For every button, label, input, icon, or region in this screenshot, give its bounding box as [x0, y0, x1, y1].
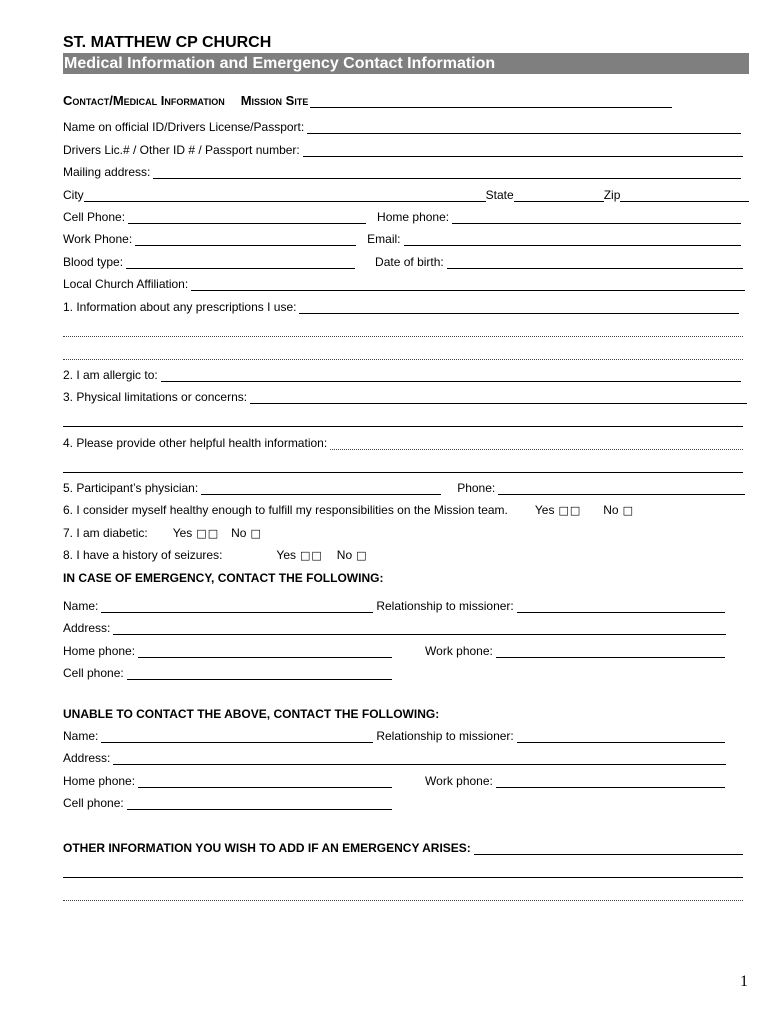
row-church — [63, 269, 749, 291]
church-label: Local Church Affiliation: — [63, 277, 189, 292]
q6-no-label: No — [603, 503, 619, 518]
blood-label: Blood type: — [63, 254, 124, 269]
q4-label: 4. Please provide other helpful health information: — [63, 435, 328, 450]
e2-home-phone-label: Home phone: — [63, 773, 136, 788]
other-extra-line-1[interactable] — [63, 855, 743, 878]
physician-phone-field[interactable] — [498, 481, 745, 495]
q7-label: 7. I am diabetic: — [63, 525, 148, 540]
mailing-label: Mailing address: — [63, 165, 151, 180]
form-title-banner: Medical Information and Emergency Contact Information — [63, 53, 749, 74]
q2-label: 2. I am allergic to: — [63, 367, 158, 382]
q1-label: 1. Information about any prescriptions I use: — [63, 299, 297, 314]
e1-name-field[interactable] — [101, 599, 373, 613]
contact-medical-label: Contact/Medical Information — [63, 93, 225, 108]
e2-name-label: Name: — [63, 728, 99, 743]
form-page — [63, 33, 749, 901]
q6-no-checkbox[interactable]: □ — [622, 504, 635, 518]
row-e2-cell — [63, 788, 749, 810]
e1-home-phone-field[interactable] — [138, 644, 392, 658]
page-number: 1 — [740, 973, 748, 990]
state-label: State — [485, 187, 514, 202]
work-phone-label: Work Phone: — [63, 232, 133, 247]
e2-work-phone-label: Work phone: — [425, 773, 493, 788]
other-field[interactable] — [474, 841, 743, 855]
q7-no-checkbox[interactable]: □ — [250, 526, 262, 540]
home-phone-label: Home phone: — [377, 209, 450, 224]
id-number-field[interactable] — [303, 143, 743, 157]
row-city-state-zip — [63, 179, 749, 201]
church-field[interactable] — [191, 277, 745, 291]
e2-address-label: Address: — [63, 751, 111, 766]
row-mailing — [63, 157, 749, 179]
home-phone-field[interactable] — [452, 210, 741, 224]
other-extra-line-2[interactable] — [63, 878, 743, 901]
emergency1-heading: IN CASE OF EMERGENCY, CONTACT THE FOLLOWING: — [63, 570, 384, 585]
cell-label: Cell Phone: — [63, 209, 126, 224]
q8-no-checkbox[interactable]: □ — [356, 549, 368, 563]
q8-yes-label: Yes — [276, 548, 296, 563]
row-e1-address — [63, 613, 749, 635]
e1-relationship-label: Relationship to missioner: — [376, 599, 514, 614]
e2-relationship-label: Relationship to missioner: — [376, 728, 514, 743]
row-e1-phones — [63, 635, 749, 657]
id-number-label: Drivers Lic.# / Other ID # / Passport number: — [63, 142, 300, 157]
e2-relationship-field[interactable] — [517, 729, 725, 743]
q1-field[interactable] — [299, 300, 739, 314]
q6-yes-checkbox[interactable]: □□ — [558, 504, 582, 518]
q8-no-label: No — [336, 548, 353, 563]
row-other — [63, 832, 749, 854]
row-q6 — [63, 495, 749, 517]
row-e2-address — [63, 743, 749, 765]
e2-cell-phone-label: Cell phone: — [63, 796, 124, 811]
q7-yes-checkbox[interactable]: □□ — [196, 526, 220, 540]
emergency2-heading: UNABLE TO CONTACT THE ABOVE, CONTACT THE FOLLOWING: — [63, 706, 440, 721]
email-label: Email: — [367, 232, 401, 247]
q1-extra-line-1[interactable] — [63, 314, 743, 337]
e1-address-label: Address: — [63, 621, 111, 636]
row-cell-home — [63, 202, 749, 224]
e1-work-phone-field[interactable] — [496, 644, 725, 658]
section-contact-heading — [63, 92, 749, 108]
q6-label: 6. I consider myself healthy enough to fulfill my responsibilities on the Mission team. — [63, 503, 508, 518]
name-id-label: Name on official ID/Drivers License/Passport: — [63, 120, 305, 135]
q1-extra-line-2[interactable] — [63, 337, 743, 360]
physician-field[interactable] — [201, 481, 441, 495]
row-name-id — [63, 112, 749, 134]
row-q2 — [63, 360, 749, 382]
row-e1-name — [63, 591, 749, 613]
zip-field[interactable] — [620, 188, 749, 202]
zip-label: Zip — [603, 187, 621, 202]
church-name: ST. MATTHEW CP CHURCH — [63, 34, 272, 51]
q3-label: 3. Physical limitations or concerns: — [63, 390, 248, 405]
row-q8 — [63, 540, 749, 562]
dob-label: Date of birth: — [375, 254, 444, 269]
cell-field[interactable] — [128, 210, 366, 224]
q7-no-label: No — [231, 525, 247, 540]
e1-relationship-field[interactable] — [517, 599, 725, 613]
q4-extra-line[interactable] — [63, 450, 743, 473]
e1-home-phone-label: Home phone: — [63, 643, 136, 658]
e2-address-field[interactable] — [113, 751, 726, 765]
city-field[interactable] — [84, 188, 486, 202]
email-field[interactable] — [404, 232, 742, 246]
e1-work-phone-label: Work phone: — [425, 643, 493, 658]
row-q4 — [63, 427, 749, 449]
row-blood-dob — [63, 246, 749, 268]
q5-label: 5. Participant’s physician: — [63, 481, 199, 496]
physician-phone-label: Phone: — [457, 481, 496, 496]
row-id-number — [63, 134, 749, 156]
e1-name-label: Name: — [63, 599, 99, 614]
q4-field[interactable] — [330, 436, 743, 450]
q8-label: 8. I have a history of seizures: — [63, 548, 223, 563]
q7-yes-label: Yes — [172, 525, 193, 540]
e2-cell-phone-field[interactable] — [127, 796, 392, 810]
state-field[interactable] — [514, 188, 604, 202]
row-q7 — [63, 517, 749, 539]
mission-site-label: Mission Site — [240, 93, 309, 108]
row-q3 — [63, 382, 749, 404]
mailing-field[interactable] — [153, 165, 741, 179]
row-e2-phones — [63, 765, 749, 787]
row-work-email — [63, 224, 749, 246]
blood-field[interactable] — [126, 255, 355, 269]
row-q5 — [63, 473, 749, 495]
row-e2-name — [63, 721, 749, 743]
q3-field[interactable] — [250, 390, 747, 404]
row-q1 — [63, 291, 749, 313]
name-id-field[interactable] — [307, 120, 741, 134]
row-e1-cell — [63, 658, 749, 680]
q3-extra-line[interactable] — [63, 404, 743, 427]
e1-cell-phone-field[interactable] — [127, 666, 392, 680]
other-heading: OTHER INFORMATION YOU WISH TO ADD IF AN EMERGENCY ARISES: — [63, 840, 471, 855]
e1-cell-phone-label: Cell phone: — [63, 666, 124, 681]
dob-field[interactable] — [447, 255, 743, 269]
q6-yes-label: Yes — [534, 503, 555, 518]
q2-field[interactable] — [161, 368, 741, 382]
e2-name-field[interactable] — [101, 729, 373, 743]
q8-yes-checkbox[interactable]: □□ — [300, 549, 323, 563]
city-label: City — [63, 187, 84, 202]
e1-address-field[interactable] — [113, 621, 726, 635]
mission-site-field[interactable] — [310, 95, 672, 108]
e2-home-phone-field[interactable] — [138, 774, 392, 788]
e2-work-phone-field[interactable] — [496, 774, 725, 788]
work-phone-field[interactable] — [135, 232, 356, 246]
